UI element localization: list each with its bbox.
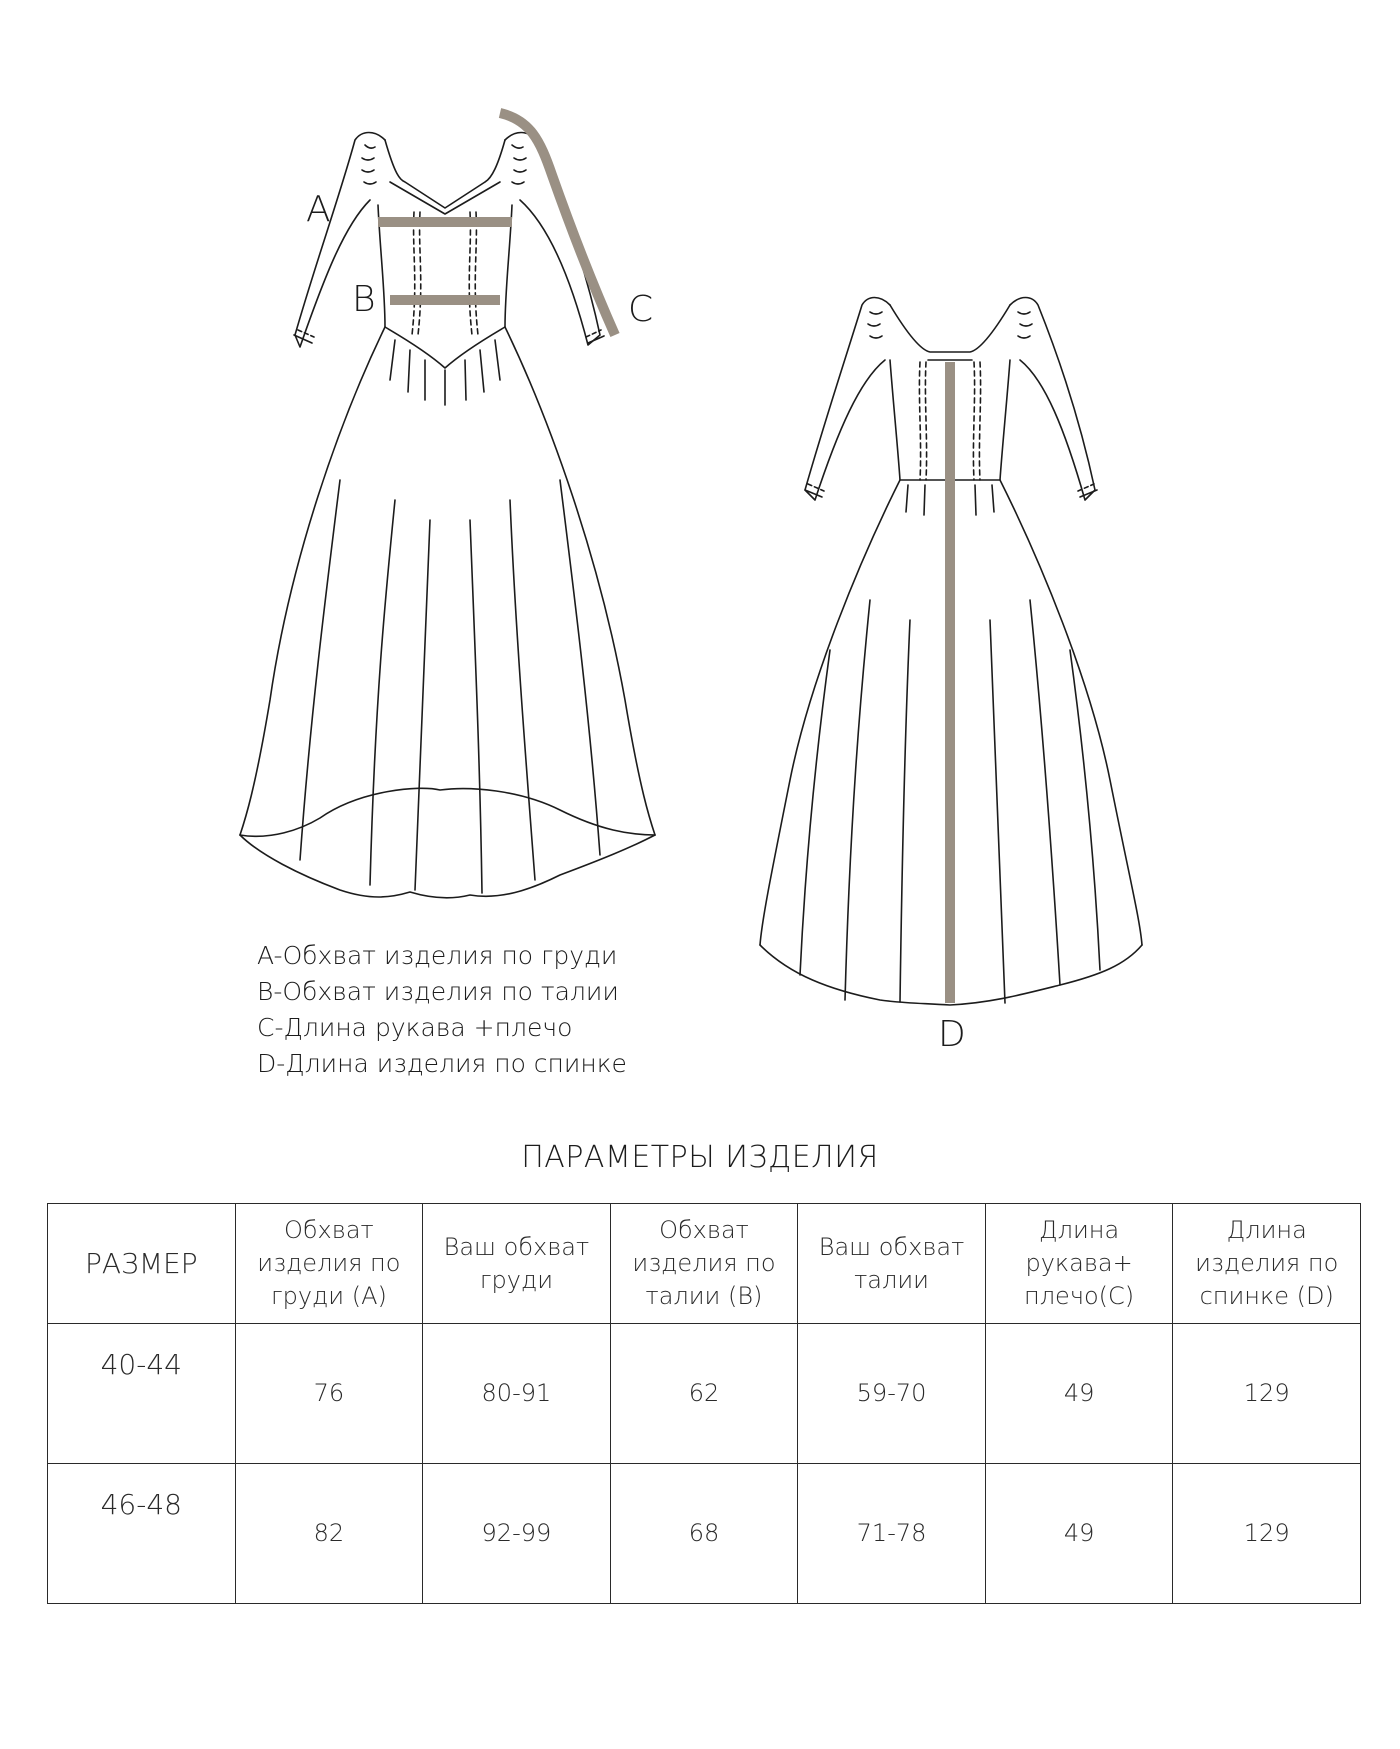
label-d: D <box>938 1014 966 1055</box>
label-c: C <box>628 289 654 330</box>
legend-item-b: B-Обхват изделия по талии <box>257 977 619 1006</box>
cell-waist-yours: 71-78 <box>798 1464 986 1604</box>
parameters-table <box>47 1203 1361 1604</box>
cell-chest-garment: 82 <box>235 1464 423 1604</box>
cell-chest-yours: 92-99 <box>423 1464 611 1604</box>
cell-chest-yours: 80-91 <box>423 1324 611 1464</box>
header-size: РАЗМЕР <box>48 1204 236 1324</box>
table-header-row <box>48 1204 1361 1324</box>
cell-chest-garment: 76 <box>235 1324 423 1464</box>
legend-item-d: D-Длина изделия по спинке <box>257 1049 627 1078</box>
legend-item-c: C-Длина рукава +плечо <box>257 1013 573 1042</box>
label-b: B <box>352 279 376 320</box>
header-waist-yours: Ваш обхват талии <box>798 1204 986 1324</box>
cell-back-length: 129 <box>1173 1464 1361 1604</box>
cell-size: 46-48 <box>48 1464 236 1604</box>
table-title: ПАРАМЕТРЫ ИЗДЕЛИЯ <box>521 1140 879 1175</box>
cell-back-length: 129 <box>1173 1324 1361 1464</box>
table-row <box>48 1324 1361 1464</box>
label-a: A <box>306 189 331 230</box>
cell-waist-yours: 59-70 <box>798 1324 986 1464</box>
cell-waist-garment: 68 <box>610 1464 798 1604</box>
header-chest-garment: Обхват изделия по груди (A) <box>235 1204 423 1324</box>
header-back-length: Длина изделия по спинке (D) <box>1173 1204 1361 1324</box>
cell-waist-garment: 62 <box>610 1324 798 1464</box>
header-waist-garment: Обхват изделия по талии (B) <box>610 1204 798 1324</box>
legend <box>257 938 627 1082</box>
front-dress-sketch <box>240 133 655 898</box>
header-sleeve-length: Длина рукава+ плечо(C) <box>985 1204 1173 1324</box>
table-row <box>48 1464 1361 1604</box>
header-chest-yours: Ваш обхват груди <box>423 1204 611 1324</box>
legend-item-a: A-Обхват изделия по груди <box>257 941 618 970</box>
cell-sleeve-length: 49 <box>985 1324 1173 1464</box>
cell-size: 40-44 <box>48 1324 236 1464</box>
band-c-sleeve <box>500 113 615 335</box>
cell-sleeve-length: 49 <box>985 1464 1173 1604</box>
